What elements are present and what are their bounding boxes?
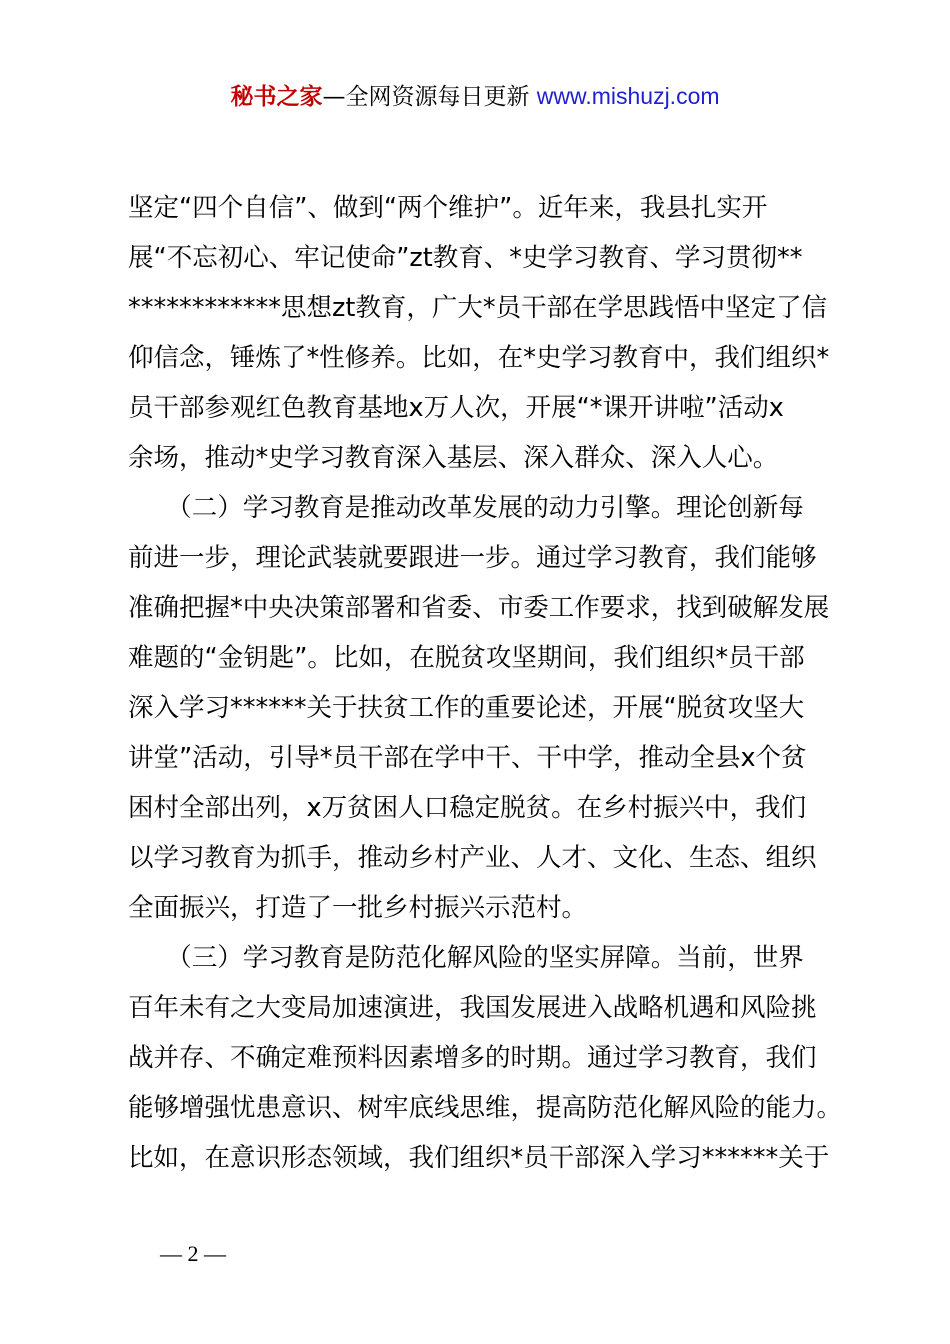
body-line: 余场，推动*史学习教育深入基层、深入群众、深入人心。: [128, 443, 779, 473]
body-line: 难题的“金钥匙”。比如，在脱贫攻坚期间，我们组织*员干部: [128, 643, 805, 673]
body-line: 员干部参观红色教育基地x万人次，开展“*课开讲啦”活动x: [128, 393, 784, 423]
body-line: 准确把握*中央决策部署和省委、市委工作要求，找到破解发展: [128, 593, 830, 623]
body-line: 困村全部出列，x万贫困人口稳定脱贫。在乡村振兴中，我们: [128, 793, 807, 823]
body-line: 以学习教育为抓手，推动乡村产业、人才、文化、生态、组织: [128, 843, 817, 873]
document-body: [128, 183, 848, 1183]
body-line: 战并存、不确定难预料因素增多的时期。通过学习教育，我们: [128, 1043, 817, 1073]
body-line: 深入学习******关于扶贫工作的重要论述，开展“脱贫攻坚大: [128, 693, 805, 723]
header-tagline: —全网资源每日更新: [322, 84, 537, 110]
body-line: 坚定“四个自信”、做到“两个维护”。近年来，我县扎实开: [128, 193, 768, 223]
header-brand: 秘书之家: [230, 84, 323, 110]
body-line: 仰信念，锤炼了*性修养。比如，在*史学习教育中，我们组织*: [128, 343, 830, 373]
section-heading-line: （二）学习教育是推动改革发展的动力引擎。理论创新每: [128, 493, 804, 523]
header-url-link[interactable]: www.mishuzj.com: [536, 83, 720, 109]
body-line: 前进一步，理论武装就要跟进一步。通过学习教育，我们能够: [128, 543, 817, 573]
body-line: 讲堂”活动，引导*员干部在学中干、干中学，推动全县x个贫: [128, 743, 807, 773]
body-line: 百年未有之大变局加速演进，我国发展进入战略机遇和风险挑: [128, 993, 817, 1023]
body-line: 比如，在意识形态领域，我们组织*员干部深入学习******关于: [128, 1143, 830, 1173]
section-heading-line: （三）学习教育是防范化解风险的坚实屏障。当前，世界: [128, 943, 804, 973]
page-header: [0, 80, 950, 113]
body-line: ************思想zt教育，广大*员干部在学思践悟中坚定了信: [128, 293, 828, 323]
body-line: 能够增强忧患意识、树牢底线思维，提高防范化解风险的能力。: [128, 1093, 843, 1123]
page-number: — 2 —: [160, 1241, 226, 1266]
body-line: 展“不忘初心、牢记使命”zt教育、*史学习教育、学习贯彻**: [128, 243, 803, 273]
body-line: 全面振兴，打造了一批乡村振兴示范村。: [128, 893, 588, 923]
